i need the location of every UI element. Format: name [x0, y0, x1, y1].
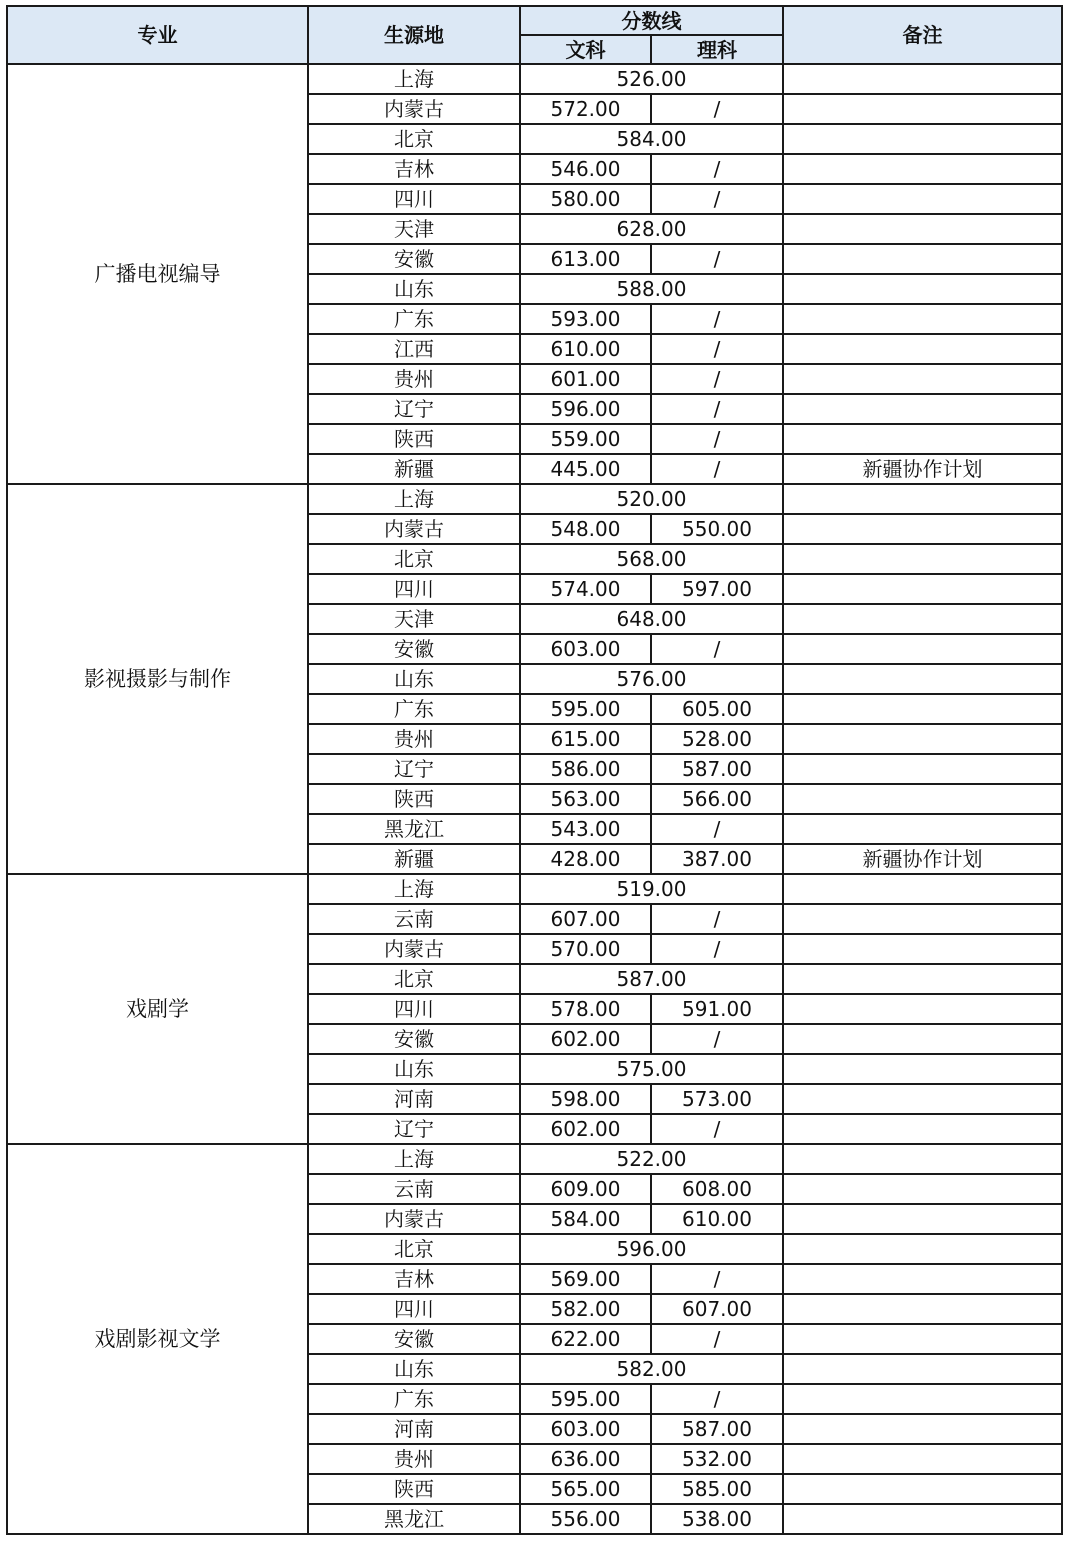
region-cell: 安徽	[308, 634, 520, 664]
score-science-cell: /	[651, 1264, 783, 1294]
score-merged-cell: 568.00	[520, 544, 783, 574]
score-arts-cell: 622.00	[520, 1324, 651, 1354]
note-cell	[783, 544, 1062, 574]
score-arts-cell: 595.00	[520, 694, 651, 724]
score-science-cell: 585.00	[651, 1474, 783, 1504]
score-arts-cell: 602.00	[520, 1114, 651, 1144]
note-cell	[783, 604, 1062, 634]
note-cell	[783, 244, 1062, 274]
score-science-cell: 597.00	[651, 574, 783, 604]
table-row	[7, 874, 1062, 904]
note-cell	[783, 724, 1062, 754]
score-science-cell: /	[651, 1324, 783, 1354]
region-cell: 黑龙江	[308, 1504, 520, 1534]
region-cell: 山东	[308, 664, 520, 694]
score-arts-cell: 582.00	[520, 1294, 651, 1324]
score-arts-cell: 607.00	[520, 904, 651, 934]
region-cell: 上海	[308, 484, 520, 514]
score-science-cell: 591.00	[651, 994, 783, 1024]
note-cell	[783, 634, 1062, 664]
score-science-cell: /	[651, 454, 783, 484]
score-arts-cell: 598.00	[520, 1084, 651, 1114]
score-arts-cell: 565.00	[520, 1474, 651, 1504]
region-cell: 四川	[308, 994, 520, 1024]
score-science-cell: 538.00	[651, 1504, 783, 1534]
region-cell: 吉林	[308, 154, 520, 184]
score-science-cell: /	[651, 1024, 783, 1054]
note-cell	[783, 184, 1062, 214]
score-merged-cell: 575.00	[520, 1054, 783, 1084]
region-cell: 上海	[308, 64, 520, 94]
score-arts-cell: 601.00	[520, 364, 651, 394]
note-cell	[783, 1084, 1062, 1114]
region-cell: 北京	[308, 964, 520, 994]
note-cell	[783, 1264, 1062, 1294]
score-arts-cell: 563.00	[520, 784, 651, 814]
score-science-cell: /	[651, 424, 783, 454]
region-cell: 安徽	[308, 1324, 520, 1354]
score-science-cell: 566.00	[651, 784, 783, 814]
region-cell: 天津	[308, 604, 520, 634]
region-cell: 天津	[308, 214, 520, 244]
region-cell: 四川	[308, 574, 520, 604]
note-cell	[783, 94, 1062, 124]
score-arts-cell: 556.00	[520, 1504, 651, 1534]
region-cell: 云南	[308, 904, 520, 934]
table-row	[7, 64, 1062, 94]
note-cell	[783, 1504, 1062, 1534]
score-arts-cell: 636.00	[520, 1444, 651, 1474]
score-merged-cell: 587.00	[520, 964, 783, 994]
region-cell: 辽宁	[308, 1114, 520, 1144]
score-arts-cell: 445.00	[520, 454, 651, 484]
region-cell: 内蒙古	[308, 514, 520, 544]
score-science-cell: 532.00	[651, 1444, 783, 1474]
region-cell: 黑龙江	[308, 814, 520, 844]
note-cell	[783, 1384, 1062, 1414]
score-science-cell: /	[651, 334, 783, 364]
table-body	[7, 64, 1062, 1534]
note-cell	[783, 484, 1062, 514]
note-cell	[783, 1324, 1062, 1354]
note-cell	[783, 274, 1062, 304]
note-cell	[783, 154, 1062, 184]
score-science-cell: /	[651, 1114, 783, 1144]
region-cell: 上海	[308, 874, 520, 904]
region-cell: 陕西	[308, 1474, 520, 1504]
score-science-cell: /	[651, 934, 783, 964]
score-table	[6, 5, 1063, 1535]
note-cell	[783, 1414, 1062, 1444]
region-cell: 新疆	[308, 844, 520, 874]
score-arts-cell: 580.00	[520, 184, 651, 214]
score-science-cell: /	[651, 904, 783, 934]
note-cell	[783, 874, 1062, 904]
region-cell: 辽宁	[308, 754, 520, 784]
region-cell: 广东	[308, 304, 520, 334]
note-cell	[783, 904, 1062, 934]
table-row	[7, 484, 1062, 514]
header-major: 专业	[7, 6, 308, 64]
score-arts-cell: 603.00	[520, 1414, 651, 1444]
note-cell: 新疆协作计划	[783, 844, 1062, 874]
region-cell: 新疆	[308, 454, 520, 484]
region-cell: 陕西	[308, 424, 520, 454]
note-cell	[783, 934, 1062, 964]
header-note: 备注	[783, 6, 1062, 64]
score-arts-cell: 574.00	[520, 574, 651, 604]
score-merged-cell: 648.00	[520, 604, 783, 634]
note-cell	[783, 814, 1062, 844]
score-arts-cell: 586.00	[520, 754, 651, 784]
score-arts-cell: 615.00	[520, 724, 651, 754]
major-cell: 影视摄影与制作	[7, 484, 308, 874]
score-merged-cell: 522.00	[520, 1144, 783, 1174]
score-science-cell: 587.00	[651, 1414, 783, 1444]
score-science-cell: 608.00	[651, 1174, 783, 1204]
major-cell: 戏剧学	[7, 874, 308, 1144]
note-cell	[783, 1354, 1062, 1384]
major-cell: 广播电视编导	[7, 64, 308, 484]
score-merged-cell: 628.00	[520, 214, 783, 244]
region-cell: 贵州	[308, 724, 520, 754]
score-arts-cell: 609.00	[520, 1174, 651, 1204]
score-arts-cell: 603.00	[520, 634, 651, 664]
region-cell: 内蒙古	[308, 1204, 520, 1234]
note-cell	[783, 694, 1062, 724]
region-cell: 山东	[308, 1354, 520, 1384]
note-cell	[783, 1144, 1062, 1174]
region-cell: 四川	[308, 184, 520, 214]
header-science: 理科	[651, 35, 783, 64]
region-cell: 山东	[308, 274, 520, 304]
note-cell	[783, 1114, 1062, 1144]
region-cell: 江西	[308, 334, 520, 364]
score-science-cell: 528.00	[651, 724, 783, 754]
note-cell	[783, 994, 1062, 1024]
score-arts-cell: 595.00	[520, 1384, 651, 1414]
score-arts-cell: 578.00	[520, 994, 651, 1024]
score-science-cell: /	[651, 814, 783, 844]
note-cell	[783, 214, 1062, 244]
region-cell: 内蒙古	[308, 94, 520, 124]
note-cell: 新疆协作计划	[783, 454, 1062, 484]
score-merged-cell: 526.00	[520, 64, 783, 94]
score-science-cell: 550.00	[651, 514, 783, 544]
region-cell: 安徽	[308, 244, 520, 274]
score-science-cell: /	[651, 304, 783, 334]
score-science-cell: /	[651, 364, 783, 394]
note-cell	[783, 1204, 1062, 1234]
score-merged-cell: 596.00	[520, 1234, 783, 1264]
note-cell	[783, 1234, 1062, 1264]
region-cell: 北京	[308, 124, 520, 154]
note-cell	[783, 664, 1062, 694]
score-science-cell: /	[651, 154, 783, 184]
header-score: 分数线	[520, 6, 783, 35]
score-science-cell: /	[651, 394, 783, 424]
note-cell	[783, 1174, 1062, 1204]
score-arts-cell: 602.00	[520, 1024, 651, 1054]
header-arts: 文科	[520, 35, 651, 64]
region-cell: 河南	[308, 1084, 520, 1114]
region-cell: 内蒙古	[308, 934, 520, 964]
score-science-cell: /	[651, 94, 783, 124]
score-merged-cell: 588.00	[520, 274, 783, 304]
score-arts-cell: 428.00	[520, 844, 651, 874]
score-merged-cell: 582.00	[520, 1354, 783, 1384]
note-cell	[783, 424, 1062, 454]
region-cell: 广东	[308, 1384, 520, 1414]
table-header	[7, 6, 1062, 64]
note-cell	[783, 304, 1062, 334]
score-merged-cell: 520.00	[520, 484, 783, 514]
note-cell	[783, 964, 1062, 994]
region-cell: 陕西	[308, 784, 520, 814]
region-cell: 四川	[308, 1294, 520, 1324]
region-cell: 河南	[308, 1414, 520, 1444]
score-arts-cell: 610.00	[520, 334, 651, 364]
score-merged-cell: 519.00	[520, 874, 783, 904]
note-cell	[783, 784, 1062, 814]
score-science-cell: 573.00	[651, 1084, 783, 1114]
note-cell	[783, 1024, 1062, 1054]
major-cell: 戏剧影视文学	[7, 1144, 308, 1534]
score-arts-cell: 548.00	[520, 514, 651, 544]
note-cell	[783, 574, 1062, 604]
score-arts-cell: 569.00	[520, 1264, 651, 1294]
note-cell	[783, 334, 1062, 364]
region-cell: 吉林	[308, 1264, 520, 1294]
score-science-cell: 610.00	[651, 1204, 783, 1234]
region-cell: 北京	[308, 544, 520, 574]
note-cell	[783, 394, 1062, 424]
region-cell: 贵州	[308, 364, 520, 394]
note-cell	[783, 754, 1062, 784]
score-arts-cell: 570.00	[520, 934, 651, 964]
note-cell	[783, 1294, 1062, 1324]
score-science-cell: /	[651, 1384, 783, 1414]
score-science-cell: 587.00	[651, 754, 783, 784]
region-cell: 北京	[308, 1234, 520, 1264]
score-arts-cell: 543.00	[520, 814, 651, 844]
score-arts-cell: 584.00	[520, 1204, 651, 1234]
note-cell	[783, 514, 1062, 544]
header-origin: 生源地	[308, 6, 520, 64]
score-merged-cell: 584.00	[520, 124, 783, 154]
note-cell	[783, 1474, 1062, 1504]
score-merged-cell: 576.00	[520, 664, 783, 694]
score-science-cell: 387.00	[651, 844, 783, 874]
score-arts-cell: 546.00	[520, 154, 651, 184]
note-cell	[783, 124, 1062, 154]
region-cell: 辽宁	[308, 394, 520, 424]
score-arts-cell: 572.00	[520, 94, 651, 124]
score-science-cell: /	[651, 244, 783, 274]
score-science-cell: 605.00	[651, 694, 783, 724]
note-cell	[783, 1444, 1062, 1474]
region-cell: 上海	[308, 1144, 520, 1174]
note-cell	[783, 364, 1062, 394]
score-arts-cell: 559.00	[520, 424, 651, 454]
score-science-cell: /	[651, 634, 783, 664]
region-cell: 山东	[308, 1054, 520, 1084]
score-arts-cell: 596.00	[520, 394, 651, 424]
region-cell: 安徽	[308, 1024, 520, 1054]
region-cell: 广东	[308, 694, 520, 724]
note-cell	[783, 64, 1062, 94]
table-row	[7, 1144, 1062, 1174]
score-science-cell: 607.00	[651, 1294, 783, 1324]
region-cell: 贵州	[308, 1444, 520, 1474]
region-cell: 云南	[308, 1174, 520, 1204]
score-arts-cell: 593.00	[520, 304, 651, 334]
score-science-cell: /	[651, 184, 783, 214]
note-cell	[783, 1054, 1062, 1084]
score-arts-cell: 613.00	[520, 244, 651, 274]
